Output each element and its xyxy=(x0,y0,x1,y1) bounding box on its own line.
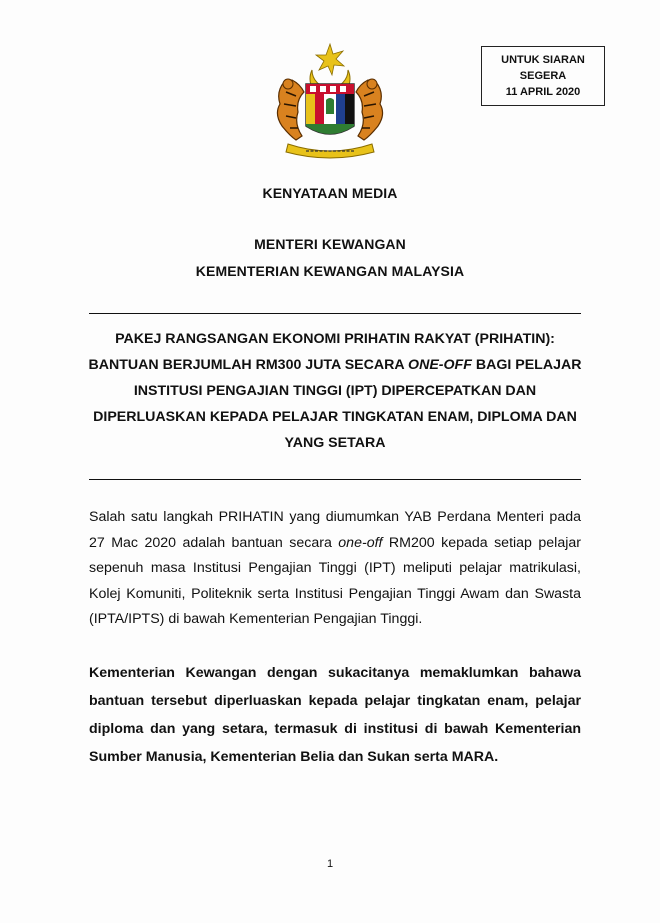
top-divider xyxy=(89,313,581,314)
title-part-1: PAKEJ RANGSANGAN EKONOMI PRIHATIN RAKYAT (PRIHATIN): BANTUAN BERJUMLAH RM300 JUTA SECARA xyxy=(88,331,555,373)
paragraph-1-part-2: RM200 kepada setiap pelajar sepenuh masa Institusi Pengajian Tinggi (IPT) meliputi pelajar matrikulasi, Kolej Komuniti, Politeknik serta Institusi Pengajian Tinggi Awam dan Swasta (IPTA/IPTS) di bawah Kementerian Pengajian Tinggi. xyxy=(89,534,581,627)
paragraph-2: Kementerian Kewangan dengan sukacitanya memaklumkan bahawa bantuan tersebut diperluaskan kepada pelajar tingkatan enam, pelajar diploma dan yang setara, termasuk di institusi di bawah Kementerian Sumber Manusia, Kementerian Belia dan Sukan serta MARA. xyxy=(89,665,581,765)
paragraph-1 xyxy=(89,505,581,633)
press-box-line-2: SEGERA xyxy=(519,70,567,82)
paragraph-1-part-1: Salah satu langkah PRIHATIN yang diumumkan YAB Perdana Menteri pada 27 Mac 2020 adalah bantuan secara xyxy=(89,509,581,551)
press-box-date: 11 APRIL 2020 xyxy=(505,86,581,98)
press-release-box xyxy=(481,46,605,106)
minister-title: MENTERI KEWANGAN xyxy=(254,236,406,252)
paragraph-1-emphasis: one-off xyxy=(338,534,383,551)
ministry-name: KEMENTERIAN KEWANGAN MALAYSIA xyxy=(195,263,465,279)
title-emphasis: ONE-OFF xyxy=(408,357,472,373)
bottom-divider xyxy=(89,479,581,480)
media-statement-heading: KENYATAAN MEDIA xyxy=(262,185,398,201)
coat-of-arms-emblem xyxy=(266,40,394,164)
page-number: 1 xyxy=(326,858,334,870)
title-part-2: BAGI PELAJAR INSTITUSI PENGAJIAN TINGGI (IPT) DIPERCEPATKAN DAN DIPERLUASKAN KEPADA PELAJAR TINGKATAN ENAM, DIPLOMA DAN YANG SETARA xyxy=(93,357,582,451)
press-box-line-1: UNTUK SIARAN xyxy=(501,54,585,66)
statement-title xyxy=(88,326,582,456)
